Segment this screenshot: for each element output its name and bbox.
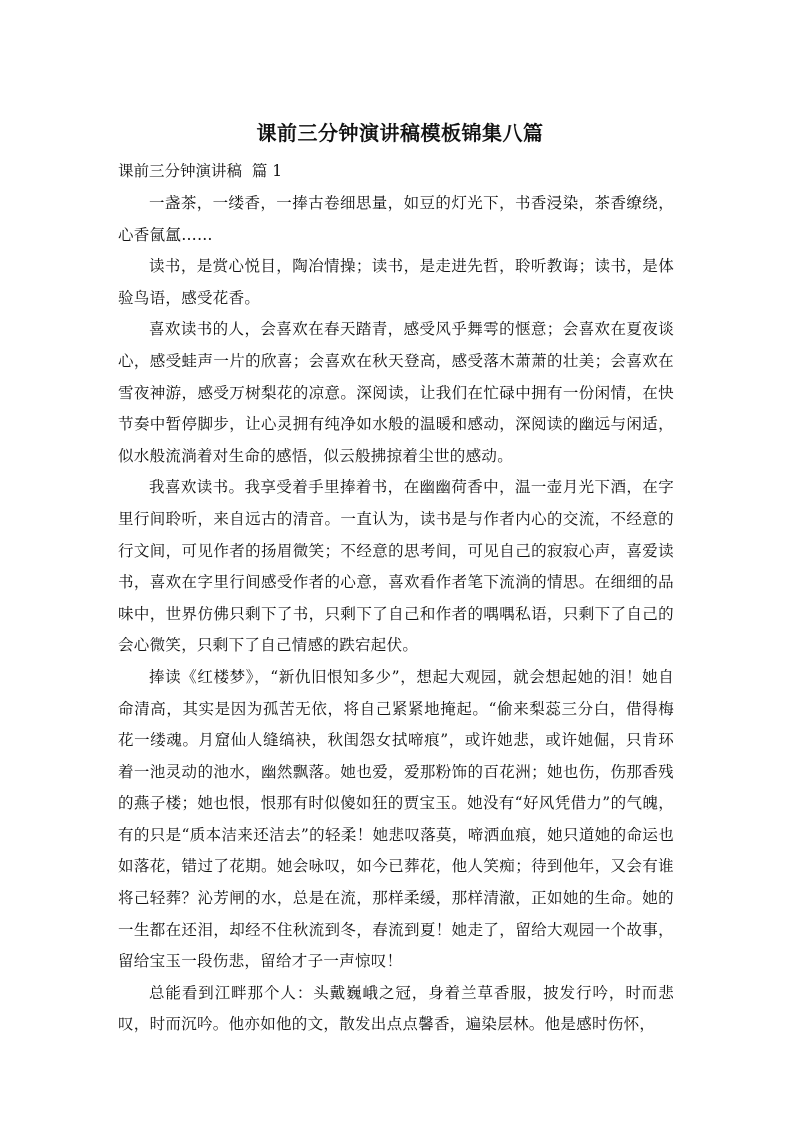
paragraph-4: 我喜欢读书。我享受着手里捧着书，在幽幽荷香中，温一壶月光下酒，在字里行间聆听，来自远古的清音。一直认为，读书是与作者内心的交流，不经意的行文间，可见作者的扬眉微笑；不经意的思考间，可见自己的寂寂心声，喜爱读书，喜欢在字里行间感受作者的心意，喜欢看作者笔下流淌的情思。在细细的品味中，世界仿佛只剩下了书，只剩下了自己和作者的喁喁私语，只剩下了自己的会心微笑，只剩下了自己情感的跌宕起伏。 [118, 478, 674, 655]
paragraph-6: 总能看到江畔那个人：头戴巍峨之冠，身着兰草香服，披发行吟，时而悲叹，时而沉吟。他亦如他的文，散发出点点馨香，遍染层林。他是感时伤怀， [118, 983, 674, 1034]
section-heading: 课前三分钟演讲稿 篇 1 [118, 162, 283, 180]
paragraph-1: 一盏茶，一缕香，一捧古卷细思量，如豆的灯光下，书香浸染，茶香缭绕，心香氤氲…… [118, 194, 674, 244]
paragraph-2: 读书，是赏心悦目，陶冶情操；读书，是走进先哲，聆听教诲；读书，是体验鸟语，感受花香。 [118, 257, 674, 307]
paragraph-5: 捧读《红楼梦》，“新仇旧恨知多少”，想起大观园，就会想起她的泪！她自命清高，其实是因为孤苦无依，将自己紧紧地掩起。“偷来梨蕊三分白，借得梅花一缕魂。月窟仙人缝缟袂，秋闺怨女拭啼痕”，或许她悲，或许她倔，只肯环着一池灵动的池水，幽然飘落。她也爱，爱那粉饰的百花洲；她也伤，伤那香残的燕子楼；她也恨，恨那有时似傻如狂的贾宝玉。她没有“好风凭借力”的气魄，有的只是“质本洁来还洁去”的轻柔！她悲叹落莫，啼洒血痕，她只道她的命运也如落花，错过了花期。她会咏叹，如今已葬花，他人笑痴；待到他年，又会有谁将己轻葬？沁芳闸的水，总是在流，那样柔缓，那样清澈，正如她的生命。她的一生都在还泪，却经不住秋流到冬，春流到夏！她走了，留给大观园一个故事，留给宝玉一段伤悲，留给才子一声惊叹！ [118, 667, 674, 971]
paragraph-3: 喜欢读书的人，会喜欢在春天踏青，感受风乎舞雩的惬意；会喜欢在夏夜谈心，感受蛙声一片的欣喜；会喜欢在秋天登高，感受落木萧萧的壮美；会喜欢在雪夜神游，感受万树梨花的凉意。深阅读，让我们在忙碌中拥有一份闲情，在快节奏中暂停脚步，让心灵拥有纯净如水般的温暖和感动，深阅读的幽远与闲适，似水般流淌着对生命的感悟，似云般拂掠着尘世的感动。 [118, 320, 674, 465]
document-title: 课前三分钟演讲稿模板锦集八篇 [256, 121, 544, 145]
